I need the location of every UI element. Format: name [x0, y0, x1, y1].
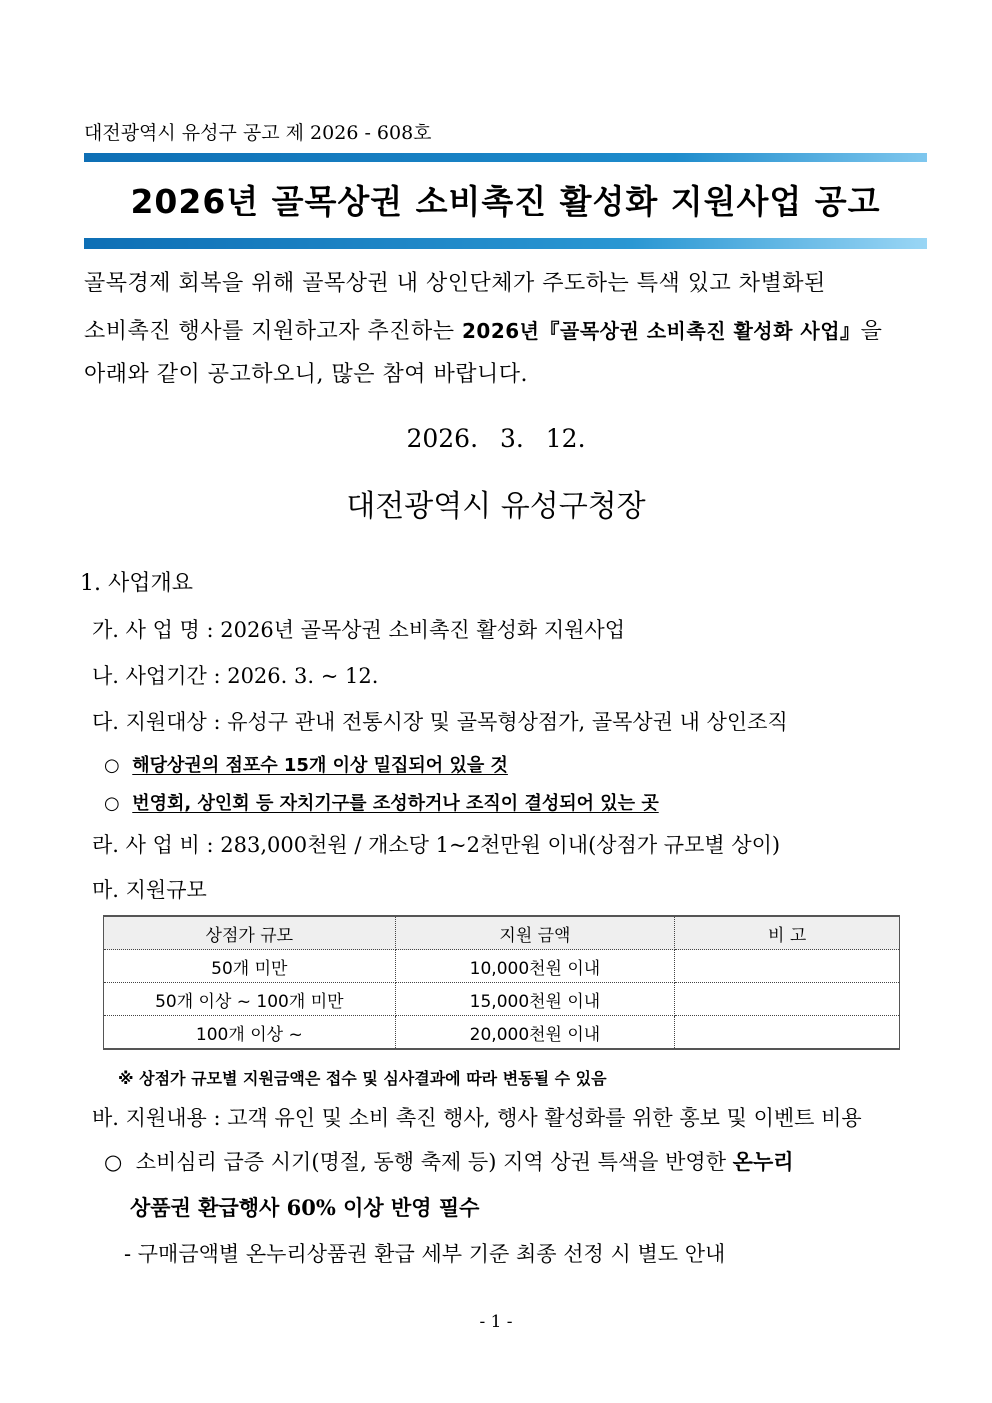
page-title: 2026년 골목상권 소비촉진 활성화 지원사업 공고	[130, 182, 881, 221]
item-budget: 라. 사 업 비 : 283,000천원 / 개소당 1~2천만원 이내(상점가 규모별 상이)	[92, 833, 781, 857]
item-target: 다. 지원대상 : 유성구 관내 전통시장 및 골목형상점가, 골목상권 내 상인조직	[92, 710, 788, 734]
intro-line-1: 골목경제 회복을 위해 골목상권 내 상인단체가 주도하는 특색 있고 차별화된	[84, 271, 826, 296]
item-support-content: 바. 지원내용 : 고객 유인 및 소비 촉진 행사, 행사 활성화를 위한 홍보 및 이벤트 비용	[92, 1106, 862, 1130]
requirement-1	[104, 751, 508, 777]
requirement-2	[104, 789, 659, 815]
intro-project-name: 2026년『골목상권 소비촉진 활성화 사업』	[462, 319, 861, 343]
cell-remarks	[675, 1016, 900, 1050]
header-support-amount: 지원 금액	[395, 916, 675, 950]
header-store-scale: 상점가 규모	[104, 916, 396, 950]
notice-number: 대전광역시 유성구 공고 제 2026 - 608호	[84, 122, 432, 144]
item-project-period: 나. 사업기간 : 2026. 3. ~ 12.	[92, 664, 379, 688]
table-row	[104, 983, 900, 1016]
intro-line-2-suffix: 을	[860, 319, 883, 344]
cell-remarks	[675, 983, 900, 1016]
table-row	[104, 1016, 900, 1050]
cell-store-scale: 50개 미만	[104, 950, 396, 983]
table-note: ※ 상점가 규모별 지원금액은 접수 및 심사결과에 따라 변동될 수 있음	[118, 1069, 607, 1088]
cell-support-amount: 15,000천원 이내	[395, 983, 675, 1016]
cell-store-scale: 100개 이상 ~	[104, 1016, 396, 1050]
page-number: - 1 -	[479, 1312, 513, 1332]
intro-line-2-prefix: 소비촉진 행사를 지원하고자 추진하는	[84, 319, 463, 344]
content-line-1: 소비심리 급증 시기(명절, 동행 축제 등) 지역 상권 특색을 반영한	[135, 1150, 733, 1174]
content-line-1-bold: 온누리	[732, 1149, 794, 1174]
cell-store-scale: 50개 이상 ~ 100개 미만	[104, 983, 396, 1016]
bullet-icon: ○	[104, 755, 120, 776]
intro-line-3: 아래와 같이 공고하오니, 많은 참여 바랍니다.	[84, 362, 528, 387]
table-row	[104, 950, 900, 983]
bullet-icon: ○	[104, 1150, 123, 1174]
support-scale-table	[103, 915, 900, 1050]
table-header-row	[104, 916, 900, 950]
content-line-2: 상품권 환급행사 60% 이상 반영 필수	[130, 1195, 480, 1220]
section-heading: 1. 사업개요	[80, 571, 193, 596]
cell-support-amount: 20,000천원 이내	[395, 1016, 675, 1050]
notice-date: 2026. 3. 12.	[406, 424, 586, 453]
content-bullet	[104, 1146, 794, 1176]
intro-line-2	[84, 314, 882, 345]
title-bar-top	[84, 153, 927, 162]
header-remarks: 비 고	[675, 916, 900, 950]
requirement-2-text: 번영회, 상인회 등 자치기구를 조성하거나 조직이 결성되어 있는 곳	[132, 793, 659, 814]
content-line-3: - 구매금액별 온누리상품권 환급 세부 기준 최종 선정 시 별도 안내	[124, 1242, 726, 1266]
cell-remarks	[675, 950, 900, 983]
title-bar-bottom	[84, 238, 927, 249]
cell-support-amount: 10,000천원 이내	[395, 950, 675, 983]
requirement-1-text: 해당상권의 점포수 15개 이상 밀집되어 있을 것	[132, 755, 508, 776]
item-project-name: 가. 사 업 명 : 2026년 골목상권 소비촉진 활성화 지원사업	[92, 618, 625, 642]
issuer-name: 대전광역시 유성구청장	[346, 489, 646, 524]
bullet-icon: ○	[104, 793, 120, 814]
item-support-scale: 마. 지원규모	[92, 878, 207, 902]
